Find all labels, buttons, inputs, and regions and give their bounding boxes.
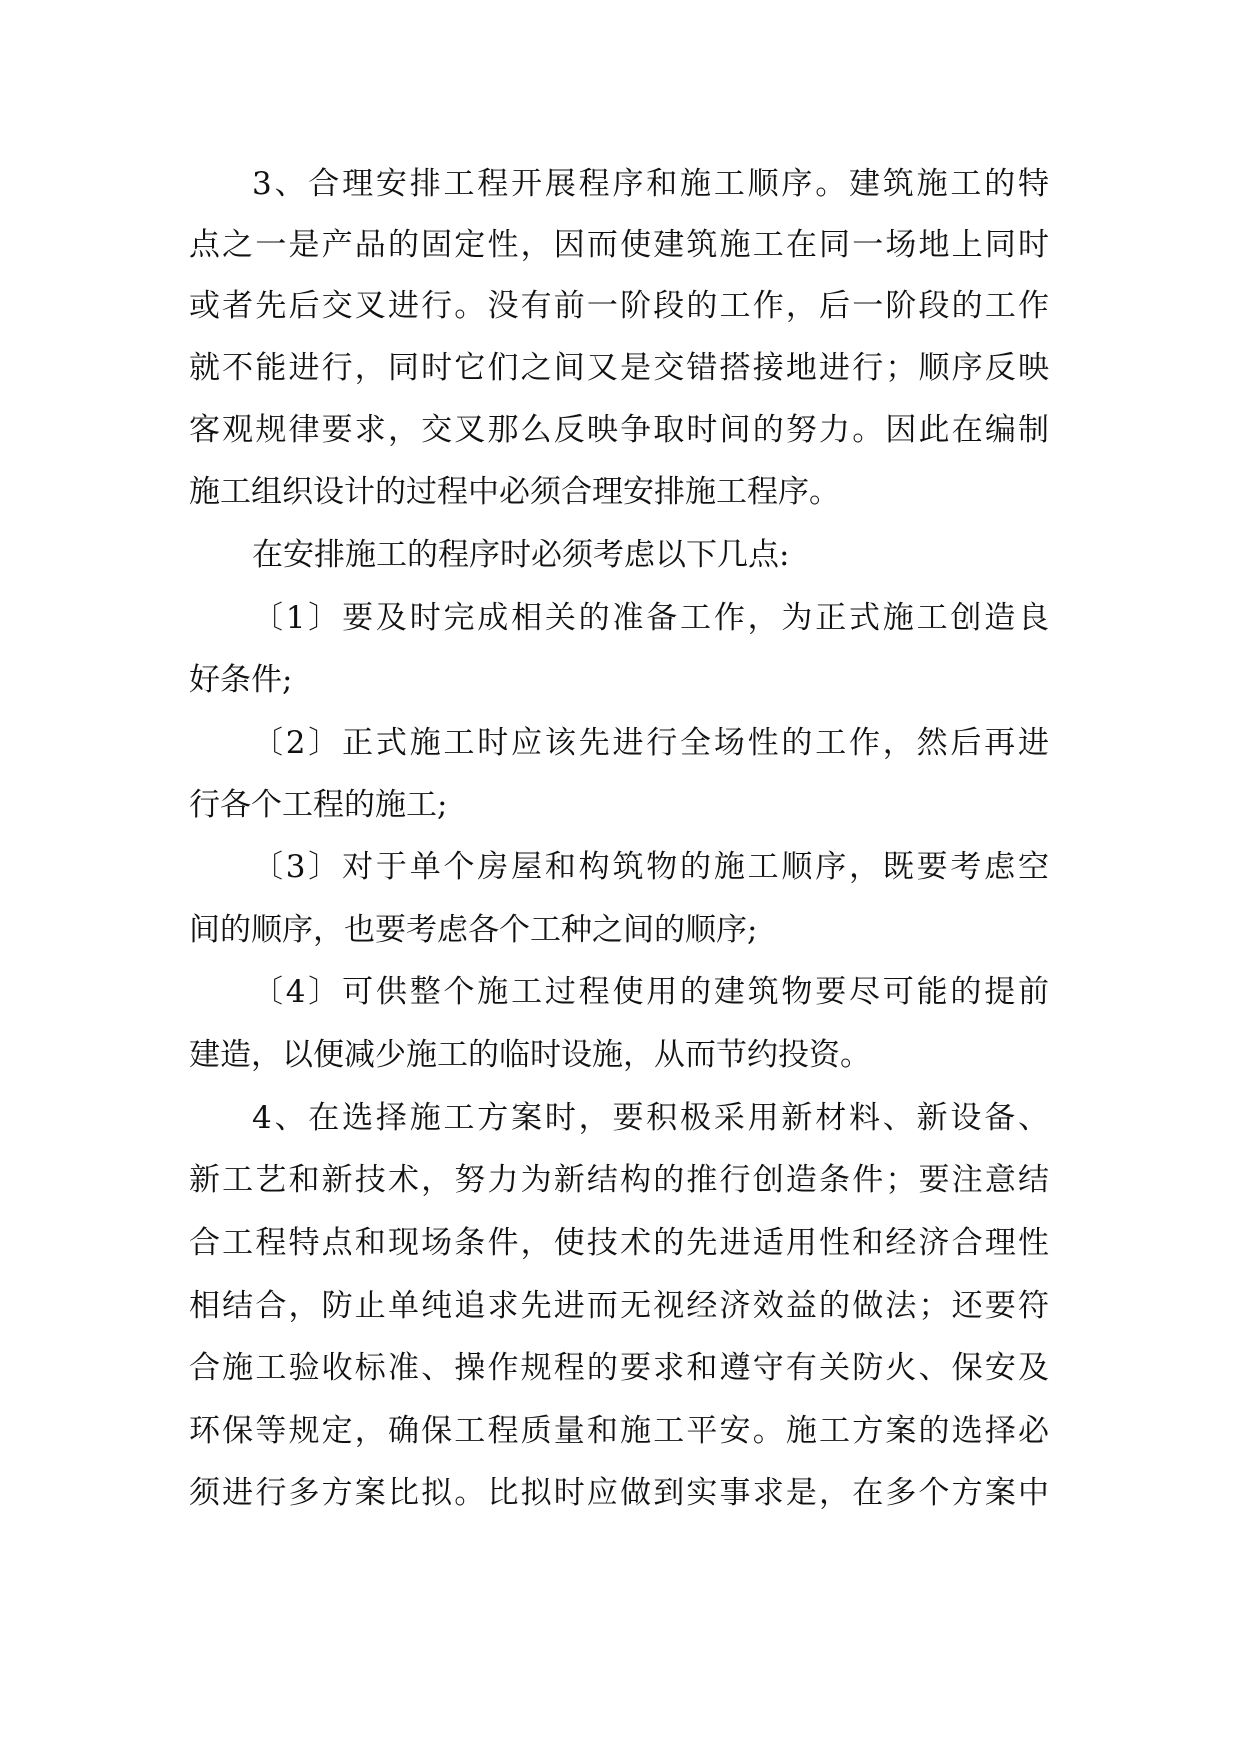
text-line: 间的顺序，也要考虑各个工种之间的顺序; [189,912,758,948]
text-line: 合施工验收标准、操作规程的要求和遵守有关防火、保安及 [189,1350,1049,1386]
text-line: 〔3〕对于单个房屋和构筑物的施工顺序，既要考虑空 [252,849,1049,885]
text-line: 建造，以便减少施工的临时设施，从而节约投资。 [189,1037,871,1073]
text-line: 相结合，防止单纯追求先进而无视经济效益的做法；还要符 [189,1288,1049,1324]
text-line: 环保等规定，确保工程质量和施工平安。施工方案的选择必 [189,1413,1049,1449]
text-line: 或者先后交叉进行。没有前一阶段的工作，后一阶段的工作 [189,288,1049,324]
text-line: 〔2〕正式施工时应该先进行全场性的工作，然后再进 [252,725,1049,761]
text-line: 好条件; [189,662,293,698]
text-line: 3、合理安排工程开展程序和施工顺序。建筑施工的特 [252,166,1049,202]
text-line: 新工艺和新技术，努力为新结构的推行创造条件；要注意结 [189,1162,1049,1198]
text-line: 客观规律要求，交叉那么反映争取时间的努力。因此在编制 [189,412,1049,448]
text-line: 行各个工程的施工; [189,787,448,823]
text-line: 须进行多方案比拟。比拟时应做到实事求是，在多个方案中 [189,1475,1049,1511]
text-line: 〔1〕要及时完成相关的准备工作，为正式施工创造良 [252,600,1049,636]
text-line: 点之一是产品的固定性，因而使建筑施工在同一场地上同时 [189,227,1049,263]
text-line: 在安排施工的程序时必须考虑以下几点: [252,537,790,573]
text-line: 就不能进行，同时它们之间又是交错搭接地进行；顺序反映 [189,350,1049,386]
text-line: 施工组织设计的过程中必须合理安排施工程序。 [189,474,840,510]
text-line: 合工程特点和现场条件，使技术的先进适用性和经济合理性 [189,1225,1049,1261]
text-line: 4、在选择施工方案时，要积极采用新材料、新设备、 [252,1100,1049,1136]
text-line: 〔4〕可供整个施工过程使用的建筑物要尽可能的提前 [252,974,1049,1010]
